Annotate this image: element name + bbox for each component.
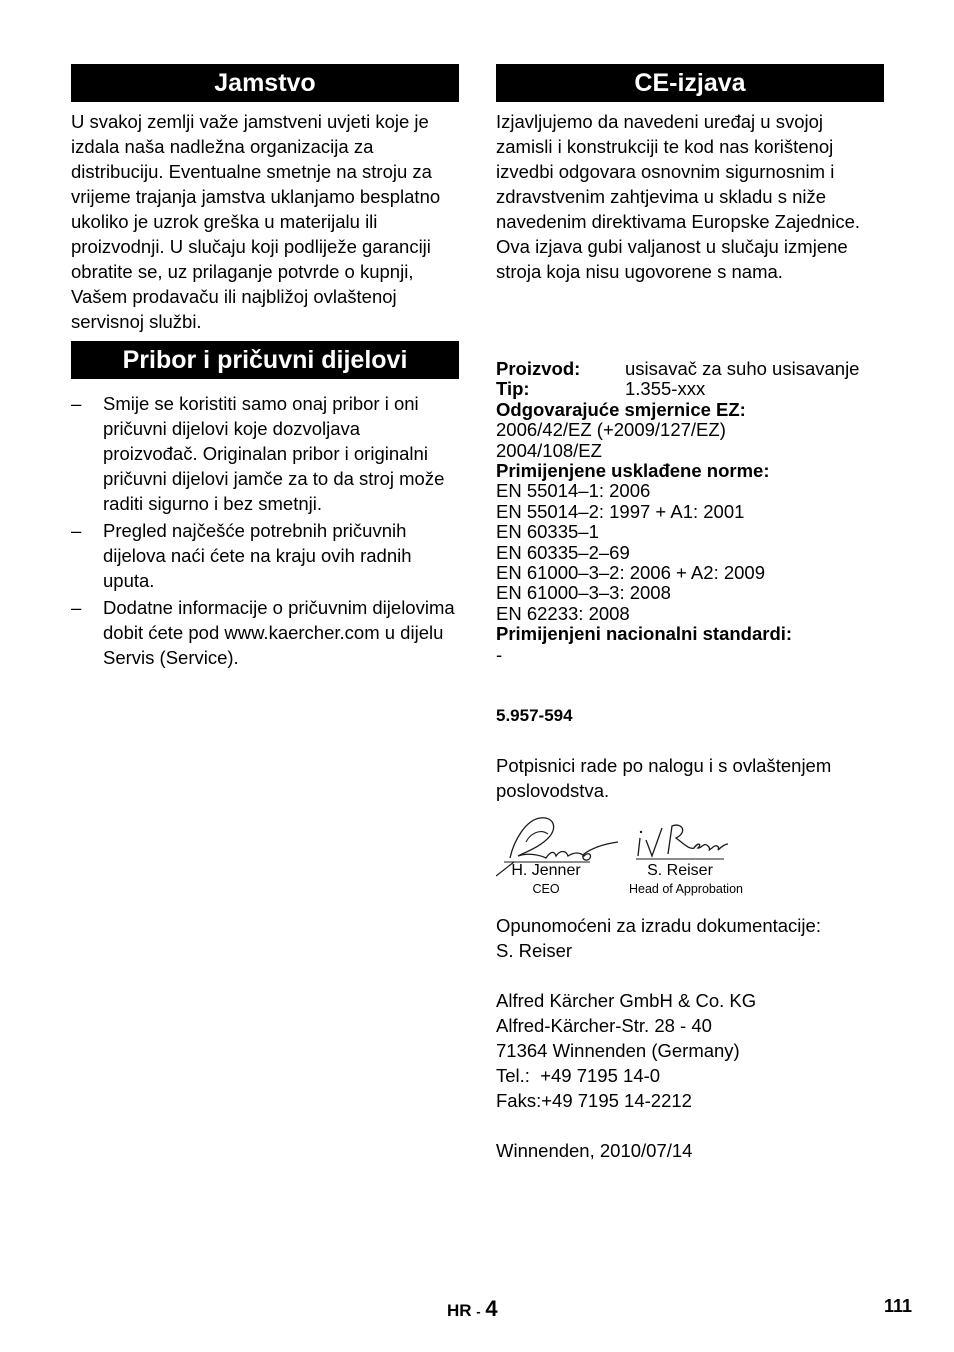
norm-item: EN 61000–3–2: 2006 + A2: 2009 [496, 562, 765, 584]
list-item-text: Pregled najčešće potrebnih pričuvnih dijelova naći ćete na kraju ovih radnih uputa. [103, 520, 412, 591]
norms-label: Primijenjene usklađene norme: [496, 460, 770, 482]
spec-product-row [496, 359, 896, 379]
signer-name: H. Jenner [511, 862, 581, 879]
type-value: 1.355-xxx [625, 378, 706, 400]
bullet-dash: – [71, 393, 82, 414]
page-number: 111 [883, 1296, 912, 1316]
address-line: Faks:+49 7195 14-2212 [496, 1090, 692, 1111]
footer-sep: - [476, 1304, 481, 1319]
norm-item: EN 62233: 2008 [496, 602, 630, 624]
national-label: Primijenjeni nacionalni standardi: [496, 623, 793, 645]
bullet-dash: – [71, 597, 82, 618]
address-line: Tel.: +49 7195 14-0 [496, 1065, 661, 1086]
footer-lang: HR [447, 1301, 472, 1320]
right-column [496, 64, 884, 284]
footer-section-page: 4 [485, 1296, 498, 1321]
directive-item: 2006/42/EZ (+2009/127/EZ) [496, 419, 726, 441]
spec-block [496, 359, 896, 665]
accessories-list [71, 391, 459, 670]
warranty-heading: Jamstvo [71, 64, 459, 102]
bullet-dash: – [71, 520, 82, 541]
type-label: Tip: [496, 378, 530, 400]
directive-item: 2004/108/EZ [496, 439, 602, 461]
authorized-name: S. Reiser [496, 940, 573, 961]
address-line: 71364 Winnenden (Germany) [496, 1040, 740, 1061]
signer-role: Head of Approbation [629, 882, 743, 896]
list-item [71, 518, 459, 593]
list-item [71, 391, 459, 516]
norm-item: EN 55014–2: 1997 + A1: 2001 [496, 500, 745, 522]
ce-text: Izjavljujemo da navedeni uređaj u svojoj zamisli i konstrukciji te kod nas korištenoj izvedbi odgovara osnovnim sigurnosnim i zdravstvenim zahtjevima u skladu s niže navedenim direktivama Europske Zajednice. Ova izjava gubi valjanost u slučaju izmjene stroja koja nisu ugovorene s nama. [496, 111, 861, 282]
place-date: Winnenden, 2010/07/14 [496, 1140, 693, 1161]
product-label: Proizvod: [496, 358, 581, 379]
warranty-text: U svakoj zemlji važe jamstveni uvjeti koje je izdala naša nadležna organizacija za distribuciju. Eventualne smetnje na stroju za vrijeme trajanja jamstva uklanjamo besplatno ukoliko je uzrok greška u materijalu ili proizvodnji. U slučaju koji podliježe garanciji obratite se, uz prilaganje potvrde o kupnji, Vašem prodavaču ili najbližoj ovlaštenoj servisnoj službi. [71, 111, 441, 332]
address-line: Alfred-Kärcher-Str. 28 - 40 [496, 1015, 712, 1036]
product-value: usisavač za suho usisavanje [625, 358, 860, 379]
list-item-text: Dodatne informacije o pričuvnim dijelovima dobit ćete pod www.kaercher.com u dijelu Servis (Service). [103, 597, 455, 668]
list-item [71, 595, 459, 670]
signer-role: CEO [532, 882, 560, 896]
footer-section-label [447, 1296, 498, 1322]
signatories-text: Potpisnici rade po nalogu i s ovlaštenjem poslovodstva. [496, 755, 832, 801]
list-item-text: Smije se koristiti samo onaj pribor i oni pričuvni dijelovi koje dozvoljava proizvođač. Originalan pribor i originalni pričuvni dijelovi jamče za to da stroj može raditi sigurno i bez smetnji. [103, 393, 445, 514]
norm-item: EN 60335–1 [496, 521, 599, 543]
signature-reiser [632, 818, 732, 864]
spec-type-row [496, 379, 896, 399]
address-line: Alfred Kärcher GmbH & Co. KG [496, 990, 757, 1011]
document-number: 5.957-594 [496, 706, 573, 725]
authorized-label: Opunomoćeni za izradu dokumentacije: [496, 915, 821, 936]
norm-item: EN 55014–1: 2006 [496, 480, 651, 502]
left-column [71, 64, 459, 672]
national-value: - [496, 643, 503, 665]
ce-heading: CE-izjava [496, 64, 884, 102]
signer-name: S. Reiser [647, 862, 713, 879]
directives-label: Odgovarajuće smjernice EZ: [496, 398, 746, 420]
accessories-heading: Pribor i pričuvni dijelovi [71, 341, 459, 379]
norm-item: EN 61000–3–3: 2008 [496, 582, 671, 604]
norm-item: EN 60335–2–69 [496, 541, 630, 563]
